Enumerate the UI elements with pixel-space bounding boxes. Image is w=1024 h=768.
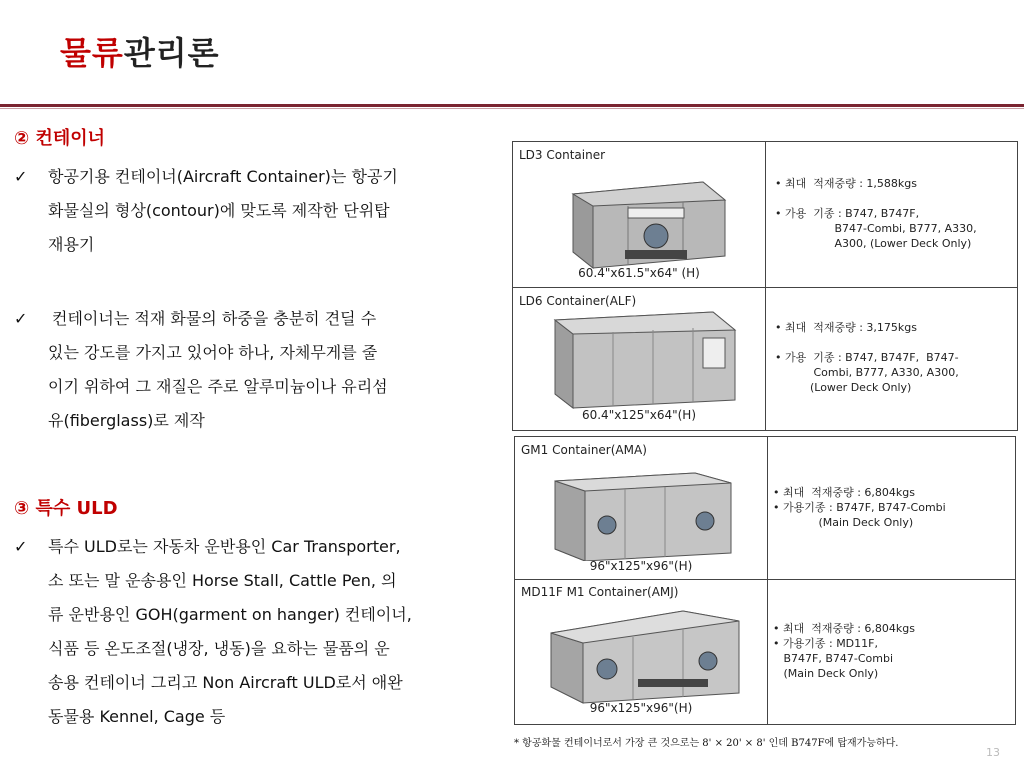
ld3-container-image xyxy=(553,164,733,274)
bullet-line: 특수 ULD로는 자동차 운반용인 Car Transporter, xyxy=(48,537,401,556)
bullet-text xyxy=(48,302,492,438)
bullet-line: 유(fiberglass)로 제작 xyxy=(48,411,205,430)
bullet-line: 화물실의 형상(contour)에 맞도록 제작한 단위탑 xyxy=(48,201,390,220)
container-table-main-deck xyxy=(514,436,1016,725)
title-rule-thin xyxy=(0,108,1024,109)
container-name: LD6 Container(ALF) xyxy=(519,294,637,308)
bullet-line: 동물용 Kennel, Cage 등 xyxy=(48,707,226,726)
bullet-line: 항공기용 컨테이너(Aircraft Container)는 항공기 xyxy=(48,167,398,186)
container-name: GM1 Container(AMA) xyxy=(521,443,647,457)
container-table-lower-deck xyxy=(512,141,1018,431)
container-dimensions: 60.4"x125"x64"(H) xyxy=(581,408,697,422)
bullet-line: 소 또는 말 운송용인 Horse Stall, Cattle Pen, 의 xyxy=(48,571,397,590)
bullet-line: 있는 강도를 가지고 있어야 하나, 자체무게를 줄 xyxy=(48,343,378,362)
footnote: * 항공화물 컨테이너로서 가장 큰 것으로는 8' × 20' × 8' 인데 B747F에 탑재가능하다. xyxy=(514,738,899,749)
bullet-line: 송용 컨테이너 그리고 Non Aircraft ULD로서 애완 xyxy=(48,673,403,692)
bullet-line: 식품 등 온도조절(냉장, 냉동)을 요하는 물품의 운 xyxy=(48,639,390,658)
container-spec: • 최대 적재중량 : 3,175kgs • 가용 기종 : B747, B747F, B747- Combi, B777, A330, A300, (Lower Deck Only) xyxy=(775,321,959,394)
ld6-container-image xyxy=(543,302,743,412)
container-spec: • 최대 적재중량 : 6,804kgs • 가용기종 : MD11F, B747F, B747-Combi (Main Deck Only) xyxy=(773,622,916,680)
container-dimensions: 60.4"x61.5"x64" (H) xyxy=(578,266,700,280)
container-spec: • 최대 적재중량 : 1,588kgs • 가용 기종 : B747, B747F, B747-Combi, B777, A330, A300, (Lower Deck Only) xyxy=(775,177,977,250)
bullet-text xyxy=(48,530,488,734)
section-heading-uld: ③ 특수 ULD xyxy=(14,498,118,519)
md11f-container-image xyxy=(543,603,747,707)
bullet-text xyxy=(48,160,488,262)
bullet-line: 이기 위하여 그 재질은 주로 알루미늄이나 유리섬 xyxy=(48,377,388,396)
row-divider xyxy=(515,579,1015,580)
check-icon: ✓ xyxy=(14,309,28,328)
section-heading-container: ② 컨테이너 xyxy=(14,128,106,149)
check-icon: ✓ xyxy=(14,167,28,186)
title-rule xyxy=(0,104,1024,107)
check-icon: ✓ xyxy=(14,537,28,556)
bullet-line: 컨테이너는 적재 화물의 하중을 충분히 견딜 수 xyxy=(52,309,377,328)
container-name: LD3 Container xyxy=(519,148,606,162)
container-dimensions: 96"x125"x96"(H) xyxy=(589,701,693,715)
bullet-line: 재용기 xyxy=(48,235,95,254)
row-divider xyxy=(513,287,1017,288)
container-spec: • 최대 적재중량 : 6,804kgs • 가용기종 : B747F, B747-Combi (Main Deck Only) xyxy=(773,486,946,529)
title-rest: 관리론 xyxy=(123,34,220,72)
page-number: 13 xyxy=(986,746,1000,759)
bullet-line: 류 운반용인 GOH(garment on hanger) 컨테이너, xyxy=(48,605,412,624)
page-title xyxy=(60,28,220,74)
title-highlight: 물류 xyxy=(60,34,124,72)
container-dimensions: 96"x125"x96"(H) xyxy=(589,559,693,573)
gm1-container-image xyxy=(545,461,745,561)
container-name: MD11F M1 Container(AMJ) xyxy=(521,585,679,599)
